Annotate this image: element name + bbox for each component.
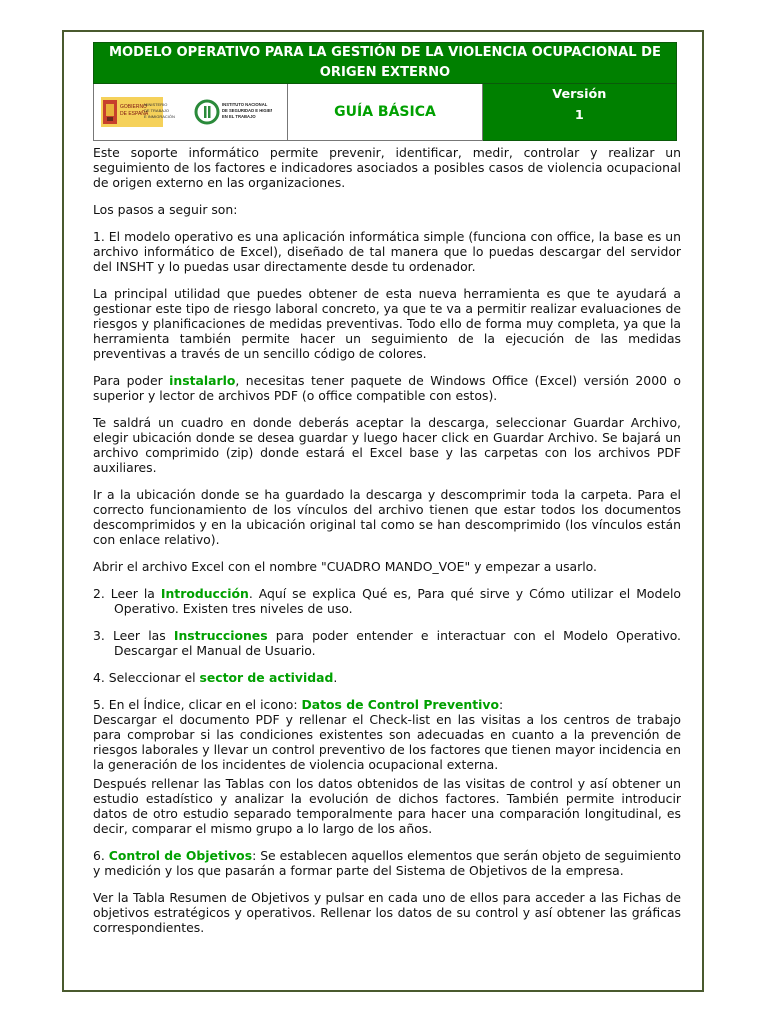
logo-gobierno-line2: DE ESPAÑA xyxy=(120,111,149,117)
insht-logo-icon xyxy=(196,101,218,123)
step-2-pre: 2. Leer la xyxy=(93,586,161,601)
logo-insht-line1: INSTITUTO NACIONAL xyxy=(222,102,268,107)
logo-insht-line2: DE SEGURIDAD E HIGIENE xyxy=(222,108,272,113)
utility-paragraph: La principal utilidad que puedes obtener de esta nueva herramienta es que te ayudará a gestionar este tipo de riesgo laboral concreto, ya que te va a permitir realizar evaluaciones de riesgos y planificaciones de medidas preventivas. Todo ello de forma muy completa, ya que la herramienta también permite hacer un seguimiento de la ejecución de las medidas preventivas a través de un sencillo código de colores. xyxy=(93,286,681,361)
logo-ministerio-line3: E INMIGRACIÓN xyxy=(144,114,175,119)
institution-logos xyxy=(94,84,272,140)
step-6-post: : Se establecen aquellos elementos que serán objeto de seguimiento y medición y los que pasarán a formar parte del Sistema de Objetivos de la empresa. xyxy=(93,848,681,878)
install-paragraph xyxy=(93,373,681,403)
step-4-pre: 4. Seleccionar el xyxy=(93,670,200,685)
logo-gobierno-line1: GOBIERNO xyxy=(120,104,147,110)
version-label: Versión xyxy=(552,87,607,102)
spain-shield-icon xyxy=(103,100,117,124)
checklist-paragraph: Descargar el documento PDF y rellenar el Check-list en las visitas a los centros de trabajo para comprobar si las condiciones existentes son adecuadas en cuanto a la prevención de riesgos laborales y llevar un control preventivo de los factores que tienen mayor incidencia en la generación de los incidentes de violencia ocupacional externa. xyxy=(93,712,681,772)
step-4 xyxy=(93,670,681,685)
guide-title: GUÍA BÁSICA xyxy=(288,84,482,141)
control-objetivos-link[interactable]: Control de Objetivos xyxy=(108,848,253,863)
open-file-paragraph: Abrir el archivo Excel con el nombre "CUADRO MANDO_VOE" y empezar a usarlo. xyxy=(93,559,597,574)
version-number: 1 xyxy=(574,108,584,123)
tables-paragraph: Después rellenar las Tablas con los datos obtenidos de las visitas de control y así obtener un estudio estadístico y analizar la evolución de dichos factores. También permite introducir datos de otro estudio separado temporalmente para hacer una comparación longitudinal, es decir, comparar el mismo grupo a lo largo de los años. xyxy=(93,776,681,836)
steps-heading: Los pasos a seguir son: xyxy=(93,202,238,217)
logo-insht-line3: EN EL TRABAJO xyxy=(222,114,256,119)
step-3-post: para poder entender e interactuar con el Modelo Operativo. Descargar el Manual de Usuario. xyxy=(114,628,681,658)
logo-ministerio-line1: MINISTERIO xyxy=(144,102,168,107)
sector-actividad-link[interactable]: sector de actividad xyxy=(199,670,334,685)
step-6-pre: 6. xyxy=(93,848,109,863)
install-link[interactable]: instalarlo xyxy=(169,373,236,388)
summary-table-paragraph: Ver la Tabla Resumen de Objetivos y pulsar en cada uno de ellos para acceder a las Fichas de objetivos estratégicos y operativos. Rellenar los datos de su control y así obtener las gráficas correspondientes. xyxy=(93,890,681,935)
step-2-post: . Aquí se explica Qué es, Para qué sirve y Cómo utilizar el Modelo Operativo. Existen tres niveles de uso. xyxy=(114,586,682,616)
logos xyxy=(94,84,272,140)
document-title: MODELO OPERATIVO PARA LA GESTIÓN DE LA VIOLENCIA OCUPACIONAL DE ORIGEN EXTERNO xyxy=(94,43,677,84)
step-2 xyxy=(93,586,681,616)
step-5-post: : xyxy=(499,697,504,712)
header-table xyxy=(93,42,677,141)
install-text-post: , necesitas tener paquete de Windows Office (Excel) versión 2000 o superior y lector de archivos PDF (o office compatible con estos). xyxy=(93,373,682,403)
download-paragraph: Te saldrá un cuadro en donde deberás aceptar la descarga, seleccionar Guardar Archivo, elegir ubicación donde se desea guardar y luego hacer click en Guardar Archivo. Se bajará un archivo comprimido (zip) donde estará el Excel base y las carpetas con los archivos PDF auxiliares. xyxy=(93,415,681,475)
step-5 xyxy=(93,697,681,712)
instrucciones-link[interactable]: Instrucciones xyxy=(173,628,268,643)
install-text-pre: Para poder xyxy=(93,373,170,388)
step-6 xyxy=(93,848,681,878)
introduccion-link[interactable]: Introducción xyxy=(160,586,249,601)
step-3-pre: 3. Leer las xyxy=(93,628,174,643)
logo-ministerio-line2: DE TRABAJO xyxy=(144,108,170,113)
intro-paragraph: Este soporte informático permite prevenir, identificar, medir, controlar y realizar un seguimiento de los factores e indicadores asociados a posibles casos de violencia ocupacional de origen externo en las organizaciones. xyxy=(93,145,681,190)
location-paragraph: Ir a la ubicación donde se ha guardado la descarga y descomprimir toda la carpeta. Para el correcto funcionamiento de los vínculos del archivo tienen que estar todos los documentos descomprimidos y en la ubicación original tal como se han descomprimido (los vínculos están con enlace relativo). xyxy=(93,487,681,547)
datos-control-preventivo-link[interactable]: Datos de Control Preventivo xyxy=(301,697,500,712)
version-box xyxy=(482,84,676,141)
step-3 xyxy=(93,628,681,658)
logos-cell xyxy=(94,84,288,141)
document-content xyxy=(93,42,681,935)
step-4-post: . xyxy=(333,670,338,685)
step-5-pre: 5. En el Índice, clicar en el icono: xyxy=(93,697,302,712)
step-1: 1. El modelo operativo es una aplicación informática simple (funciona con office, la base es un archivo informático de Excel), diseñado de tal manera que lo puedas descargar del servidor del INSHT y lo puedas usar directamente desde tu ordenador. xyxy=(93,229,681,274)
